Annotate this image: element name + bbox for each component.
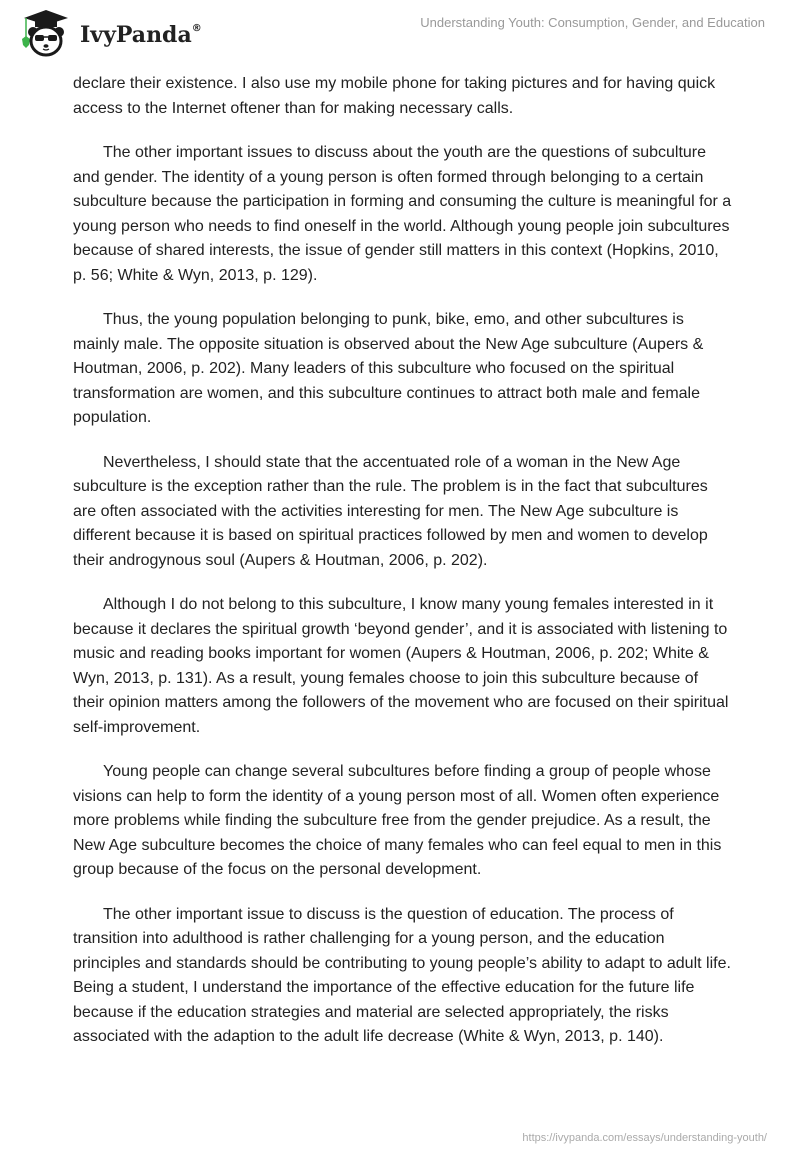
paragraph-2: The other important issues to discuss about the youth are the questions of subculture and gender. The identity of a young person is often formed through belonging to a certain subculture because the participation in forming and consuming the culture is meaningful for a young person who needs to find oneself in the world. Although young people join subcultures because of shared interests, the issue of gender still matters in this context (Hopkins, 2010, p. 56; White & Wyn, 2013, p. 129). xyxy=(73,144,732,284)
ivypanda-logo[interactable] xyxy=(16,8,202,58)
paragraph-4: Nevertheless, I should state that the accentuated role of a woman in the New Age subculture is the exception rather than the rule. The problem is in the fact that subcultures are often associated with the activities interesting for men. The New Age subculture is different because it is based on spiritual practices followed by men and women to develop their androgynous soul (Aupers & Houtman, 2006, p. 202). xyxy=(73,453,708,569)
essay-body xyxy=(73,72,733,1070)
paragraph-3: Thus, the young population belonging to punk, bike, emo, and other subcultures is mainly male. The opposite situation is observed about the New Age subculture (Aupers & Houtman, 2006, p. 202). Many leaders of this subculture who focused on the spiritual transformation are women, and this subculture continues to attract both male and female population. xyxy=(73,311,704,426)
paragraph-6: Young people can change several subcultures before finding a group of people whose visions can help to form the identity of a young person most of all. Women often experience more problems while finding the subculture free from the gender prejudice. As a result, the New Age subculture becomes the choice of many females who can feel equal to men in this group because of the focus on the personal development. xyxy=(73,763,722,878)
page-header xyxy=(0,0,800,62)
panda-graduate-icon xyxy=(16,8,74,58)
paragraph-7: The other important issue to discuss is the question of education. The process of transition into adulthood is rather challenging for a young person, and the education principles and standards should be contributing to young people’s ability to adapt to adult life. Being a student, I understand the importance of the effective education for the future life because if the education strategies and material are selected appropriately, the risks associated with the adaption to the adult life decrease (White & Wyn, 2013, p. 140). xyxy=(73,905,731,1045)
document-title: Understanding Youth: Consumption, Gender, and Education xyxy=(420,15,765,30)
paragraph-5: Although I do not belong to this subculture, I know many young females interested in it because it declares the spiritual growth ‘beyond gender’, and it is associated with listening to music and reading books important for women (Aupers & Houtman, 2006, p. 202; White & Wyn, 2013, p. 131). As a result, young females choose to join this subculture because of their opinion matters among the followers of the movement who are focused on their spiritual self-improvement. xyxy=(73,596,729,736)
source-url-link[interactable]: https://ivypanda.com/essays/understanding-youth/ xyxy=(522,1132,767,1144)
paragraph-1: declare their existence. I also use my mobile phone for taking pictures and for having quick access to the Internet oftener than for making necessary calls. xyxy=(73,75,716,117)
logo-wordmark: IvyPanda® xyxy=(80,22,202,48)
registered-mark: ® xyxy=(191,22,202,34)
